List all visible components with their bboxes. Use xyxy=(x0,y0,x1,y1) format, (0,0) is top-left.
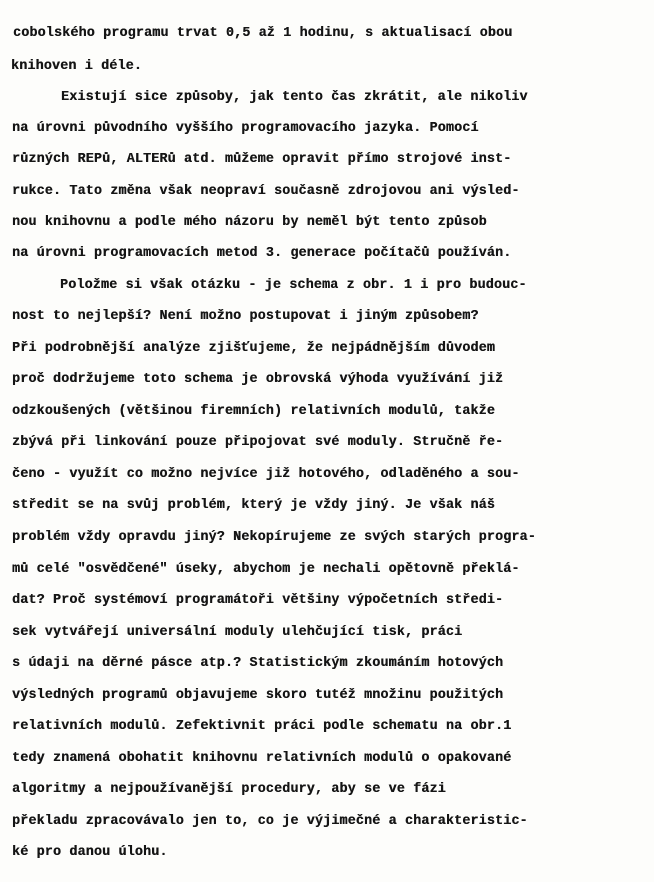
text-line: mů celé "osvědčené" úseky, abychom je nechali opětovně překlá- xyxy=(12,562,520,577)
text-line: Existují sice způsoby, jak tento čas zkrátit, ale nikoliv xyxy=(61,90,528,105)
text-line: odzkoušených (většinou firemních) relativních modulů, takže xyxy=(12,404,495,419)
text-line: tedy znamená obohatit knihovnu relativních modulů o opakované xyxy=(12,751,512,766)
text-line: na úrovni programovacích metod 3. generace počítačů používán. xyxy=(12,246,512,261)
text-line: nost to nejlepší? Není možno postupovat i jiným způsobem? xyxy=(12,309,479,324)
text-line: výsledných programů objavujeme skoro tutéž množinu použitých xyxy=(12,688,504,703)
text-line: ké pro danou úlohu. xyxy=(12,845,168,860)
text-line: středit se na svůj problém, který je vždy jiný. Je však náš xyxy=(12,498,495,513)
text-line: různých REPů, ALTERů atd. můžeme opravit přímo strojové inst- xyxy=(12,152,512,167)
text-line: na úrovni původního vyššího programovacího jazyka. Pomocí xyxy=(12,121,479,136)
text-line: algoritmy a nejpoužívanější procedury, aby se ve fázi xyxy=(12,782,446,797)
text-line: sek vytvářejí universální moduly ulehčující tisk, práci xyxy=(12,625,463,640)
text-line: relativních modulů. Zefektivnit práci podle schematu na obr.1 xyxy=(12,719,512,734)
text-line: problém vždy opravdu jiný? Nekopírujeme ze svých starých progra- xyxy=(12,530,536,545)
text-line: cobolského programu trvat 0,5 až 1 hodinu, s aktualisací obou xyxy=(13,26,513,41)
text-line: rukce. Tato změna však neopraví současně zdrojovou ani výsled- xyxy=(12,184,520,199)
text-line: proč dodržujeme toto schema je obrovská výhoda využívání již xyxy=(12,372,504,387)
text-line: čeno - využít co možno nejvíce již hotového, odladěného a sou- xyxy=(12,467,520,482)
text-line: Při podrobnější analýze zjišťujeme, že nejpádnějším důvodem xyxy=(12,341,495,356)
text-line: dat? Proč systémoví programátoři většiny výpočetních středi- xyxy=(12,593,504,608)
text-line: překladu zpracovávalo jen to, co je výjimečné a charakteristic- xyxy=(12,814,528,829)
text-line: nou knihovnu a podle mého názoru by neměl být tento způsob xyxy=(12,215,487,230)
text-line: zbývá při linkování pouze připojovat své moduly. Stručně ře- xyxy=(12,435,504,450)
text-line: s údaji na děrné pásce atp.? Statistickým zkoumáním hotových xyxy=(12,656,504,671)
text-line: Položme si však otázku - je schema z obr. 1 i pro budouc- xyxy=(60,278,527,293)
text-line: knihoven i déle. xyxy=(11,59,142,74)
